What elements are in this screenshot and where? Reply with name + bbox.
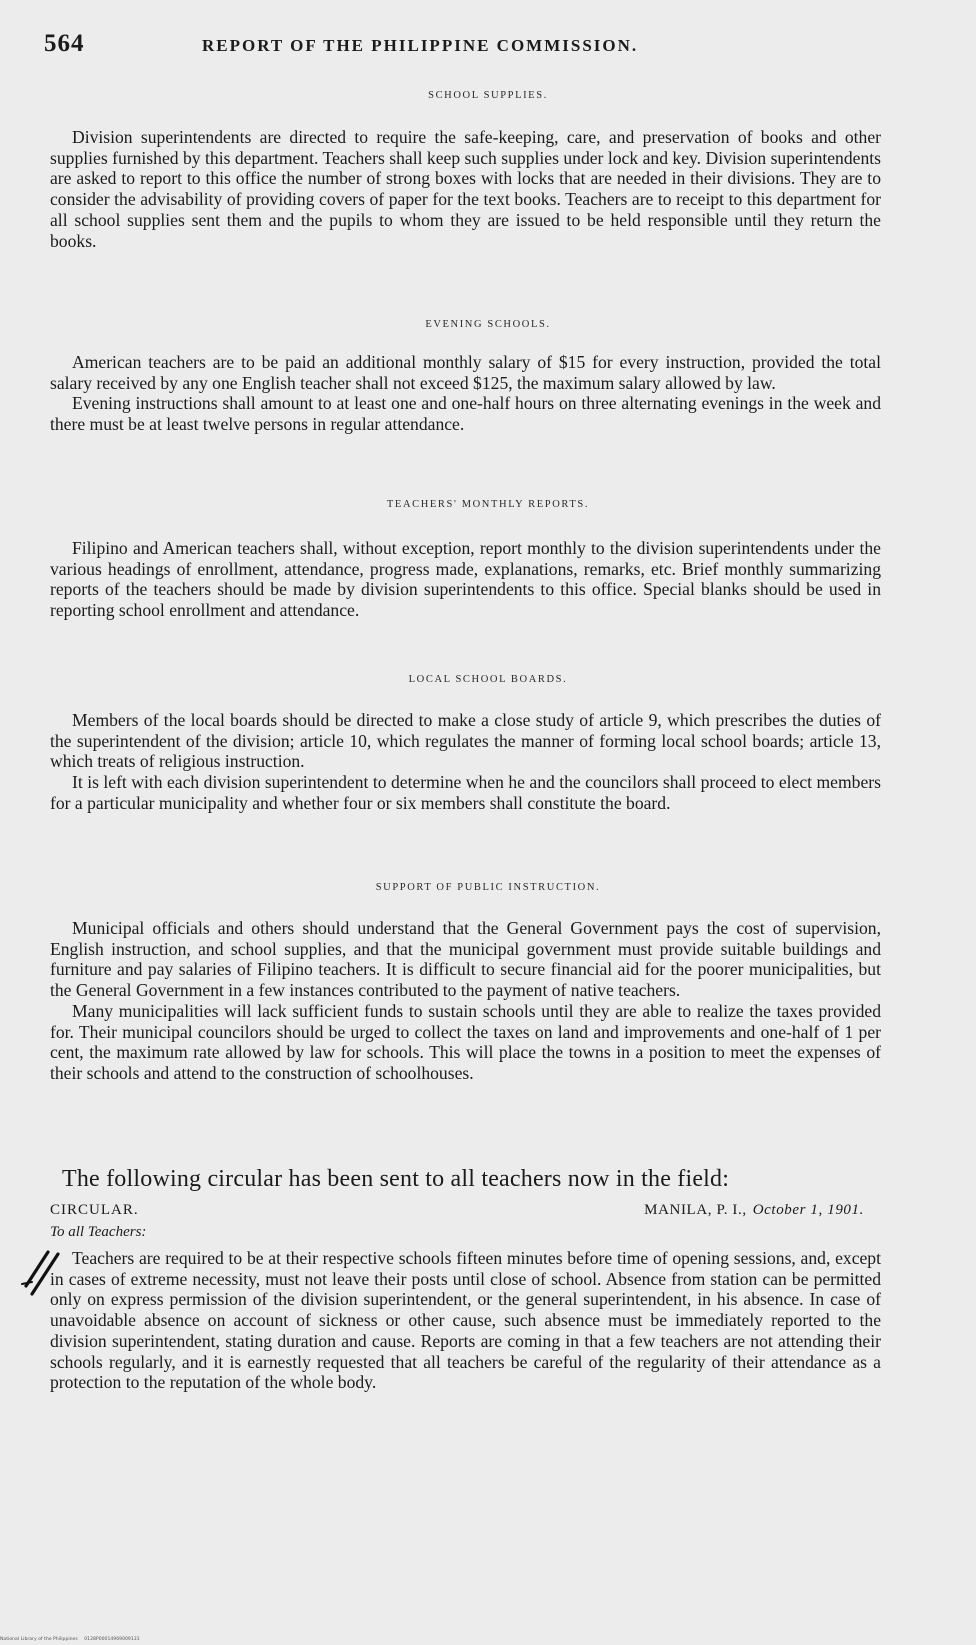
circular-salutation: To all Teachers:	[50, 1224, 147, 1240]
circular-date: October 1, 1901.	[752, 1202, 864, 1218]
section-body-school-supplies	[50, 127, 881, 251]
page-header	[44, 30, 924, 60]
circular-body	[50, 1248, 881, 1393]
circular-dateline	[644, 1202, 864, 1219]
paragraph: Filipino and American teachers shall, without exception, report monthly to the division superintendents under the various headings of enrollment, attendance, progress made, explanations, remarks, etc. Brief monthly summarizing reports of the teachers should be made by division superintendents to this office. Special blanks should be used in reporting school enrollment and attendance.	[50, 538, 881, 621]
section-body-teachers-monthly-reports	[50, 538, 881, 621]
footer-id: 0128P00014969009131	[84, 1637, 140, 1642]
section-body-support-of-public-instruction	[50, 918, 881, 1084]
paragraph: Municipal officials and others should understand that the General Government pays the cost of supervision, English instruction, and school supplies, and that the municipal government must provide suitable buildings and furniture and pay salaries of Filipino teachers. It is difficult to secure financial aid for the poorer municipalities, but the General Government in a few instances contributed to the payment of native teachers.	[50, 918, 881, 1001]
circular-lead: The following circular has been sent to all teachers now in the field:	[62, 1166, 730, 1192]
running-title: REPORT OF THE PHILIPPINE COMMISSION.	[202, 36, 639, 55]
section-heading-evening-schools: EVENING SCHOOLS.	[425, 319, 551, 330]
circular-place: MANILA, P. I.,	[644, 1202, 747, 1218]
paragraph: Members of the local boards should be directed to make a close study of article 9, which prescribes the duties of the superintendent of the division; article 10, which regulates the manner of forming local school boards; article 13, which treats of religious instruction.	[50, 710, 881, 772]
section-heading-support-of-public-instruction: SUPPORT OF PUBLIC INSTRUCTION.	[375, 882, 601, 893]
section-body-evening-schools	[50, 352, 881, 435]
page-footer	[0, 1637, 145, 1642]
footer-library: National Library of the Philippines	[0, 1637, 78, 1642]
section-heading-teachers-monthly-reports: TEACHERS' MONTHLY REPORTS.	[386, 499, 590, 510]
paragraph: Many municipalities will lack sufficient funds to sustain schools until they are able to realize the taxes provided for. Their municipal councilors should be urged to collect the taxes on land and improvements and one-half of 1 per cent, the maximum rate allowed by law for schools. This will place the towns in a position to meet the expenses of their schools and attend to the construction of schoolhouses.	[50, 1000, 881, 1083]
section-heading-school-supplies: SCHOOL SUPPLIES.	[428, 90, 548, 101]
page-number: 564	[44, 30, 85, 57]
paragraph: American teachers are to be paid an additional monthly salary of $15 for every instruction, provided the total salary received by any one English teacher shall not exceed $125, the maximum salary allowed by law.	[50, 352, 881, 393]
paragraph: It is left with each division superintendent to determine when he and the councilors shall proceed to elect members for a particular municipality and whether four or six members shall constitute the board.	[50, 772, 881, 813]
paragraph: Teachers are required to be at their respective schools fifteen minutes before time of opening sessions, and, except in cases of extreme necessity, must not leave their posts until close of school. Absence from station can be permitted only on express permission of the division superintendent, or the general superintendent, in his absence. In case of unavoidable absence on account of sickness or other cause, such absence must be immediately reported to the division superintendent, stating duration and cause. Reports are coming in that a few teachers are not attending their schools regularly, and it is earnestly requested that all teachers be careful of the regularity of their attendance as a protection to the reputation of the whole body.	[50, 1248, 881, 1393]
section-body-local-school-boards	[50, 710, 881, 814]
paragraph: Division superintendents are directed to require the safe-keeping, care, and preservation of books and other supplies furnished by this department. Teachers shall keep such supplies under lock and key. Division superintendents are asked to report to this office the number of strong boxes with locks that are needed in their divisions. They are to consider the advisability of providing covers of paper for the text books. Teachers are to receipt to this department for all school supplies sent them and the pupils to whom they are issued to be held responsible until they return the books.	[50, 127, 881, 251]
circular-label: CIRCULAR.	[50, 1202, 139, 1218]
section-heading-local-school-boards: LOCAL SCHOOL BOARDS.	[408, 674, 568, 685]
paragraph: Evening instructions shall amount to at least one and one-half hours on three alternating evenings in the week and there must be at least twelve persons in regular attendance.	[50, 393, 881, 435]
